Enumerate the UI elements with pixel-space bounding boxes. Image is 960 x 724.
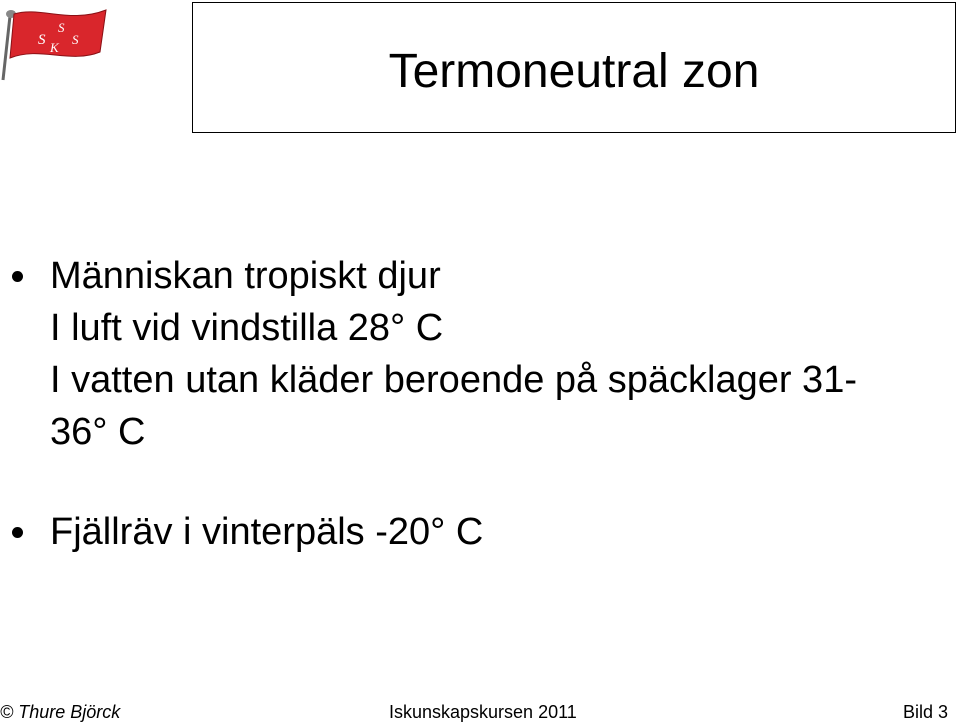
bullet-line: Människan tropiskt djur [50,255,441,297]
footer [0,700,960,724]
bullet-item [50,506,930,558]
logo-letter-s1: S [58,20,65,35]
skss-logo [0,0,112,84]
slide-title: Termoneutral zon [388,44,760,98]
logo-letter-k: K [50,40,59,55]
bullet-line: I vatten utan kläder beroende på späcklager 31- [50,359,857,401]
footer-course: Iskunskapskursen 2011 [389,702,577,722]
bullet-line: Fjällräv i vinterpäls -20° C [50,511,484,553]
title-box [192,2,956,133]
logo-letter-s2: S [38,32,46,48]
flagpole [3,16,10,80]
bullet-line: I luft vid vindstilla 28° C [50,307,444,349]
bullet-item [50,250,930,458]
footer-slide-number: Bild 3 [902,702,948,722]
bullet-dot [12,271,23,282]
footer-copyright: © Thure Björck [0,702,121,722]
bullet-dot [12,527,23,538]
bullet-line: 36° C [50,411,146,453]
logo-letter-s3: S [72,32,79,47]
